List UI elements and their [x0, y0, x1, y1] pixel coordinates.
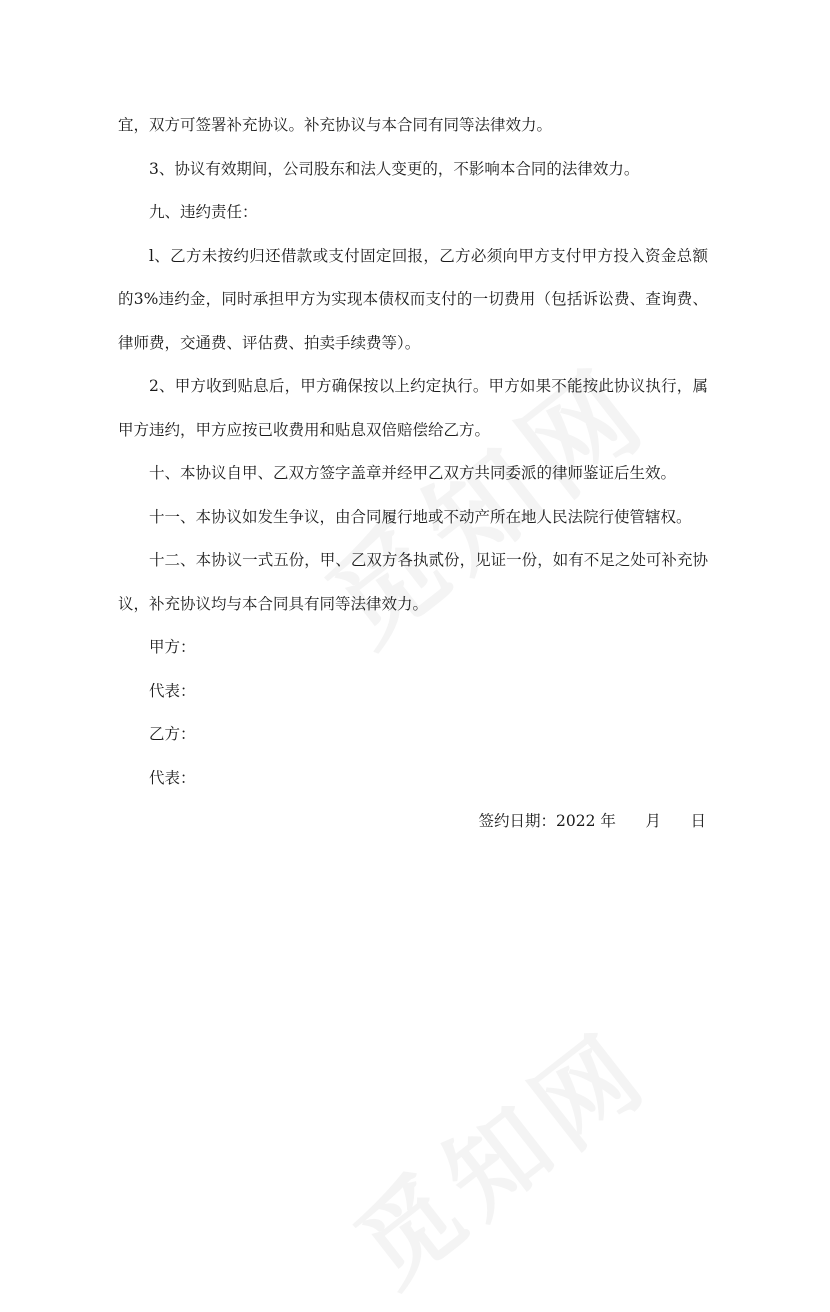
signature-party-a: 甲方：: [149, 638, 196, 656]
signature-party-b: 乙方：: [149, 725, 196, 743]
paragraph-clause-11: 十一、本协议如发生争议，由合同履行地或不动产所在地人民法院行使管辖权。: [149, 507, 692, 526]
signing-date: 签约日期：2022 年 月 日: [478, 812, 706, 830]
paragraph-breach-2: 2、甲方收到贴息后，甲方确保按以上约定执行。甲方如果不能按此协议执行，属甲方违约，甲方应按已收费用和贴息双倍赔偿给乙方。: [118, 377, 708, 439]
paragraph-breach-1: l、乙方未按约归还借款或支付固定回报，乙方必须向甲方支付甲方投入资金总额的3%违约金，同时承担甲方为实现本债权而支付的一切费用（包括诉讼费、查询费、律师费，交通费、评估费、拍卖手续费等）。: [118, 246, 708, 352]
paragraph-clause-10: 十、本协议自甲、乙双方签字盖章并经甲乙双方共同委派的律师鉴证后生效。: [149, 464, 677, 482]
section-heading-breach: 九、违约责任：: [149, 203, 258, 221]
paragraph-clause-12: 十二、本协议一式五份，甲、乙双方各执贰份，见证一份，如有不足之处可补充协议，补充协议均与本合同具有同等法律效力。: [118, 551, 708, 613]
paragraph-clause-3: 3、协议有效期间，公司股东和法人变更的，不影响本合同的法律效力。: [149, 159, 640, 178]
signature-rep-b: 代表：: [149, 768, 196, 787]
signature-rep-a: 代表：: [149, 681, 196, 700]
document-body: [118, 104, 708, 844]
watermark: [321, 992, 674, 1312]
paragraph-continuation: 宜，双方可签署补充协议。补充协议与本合同有同等法律效力。: [118, 116, 553, 134]
